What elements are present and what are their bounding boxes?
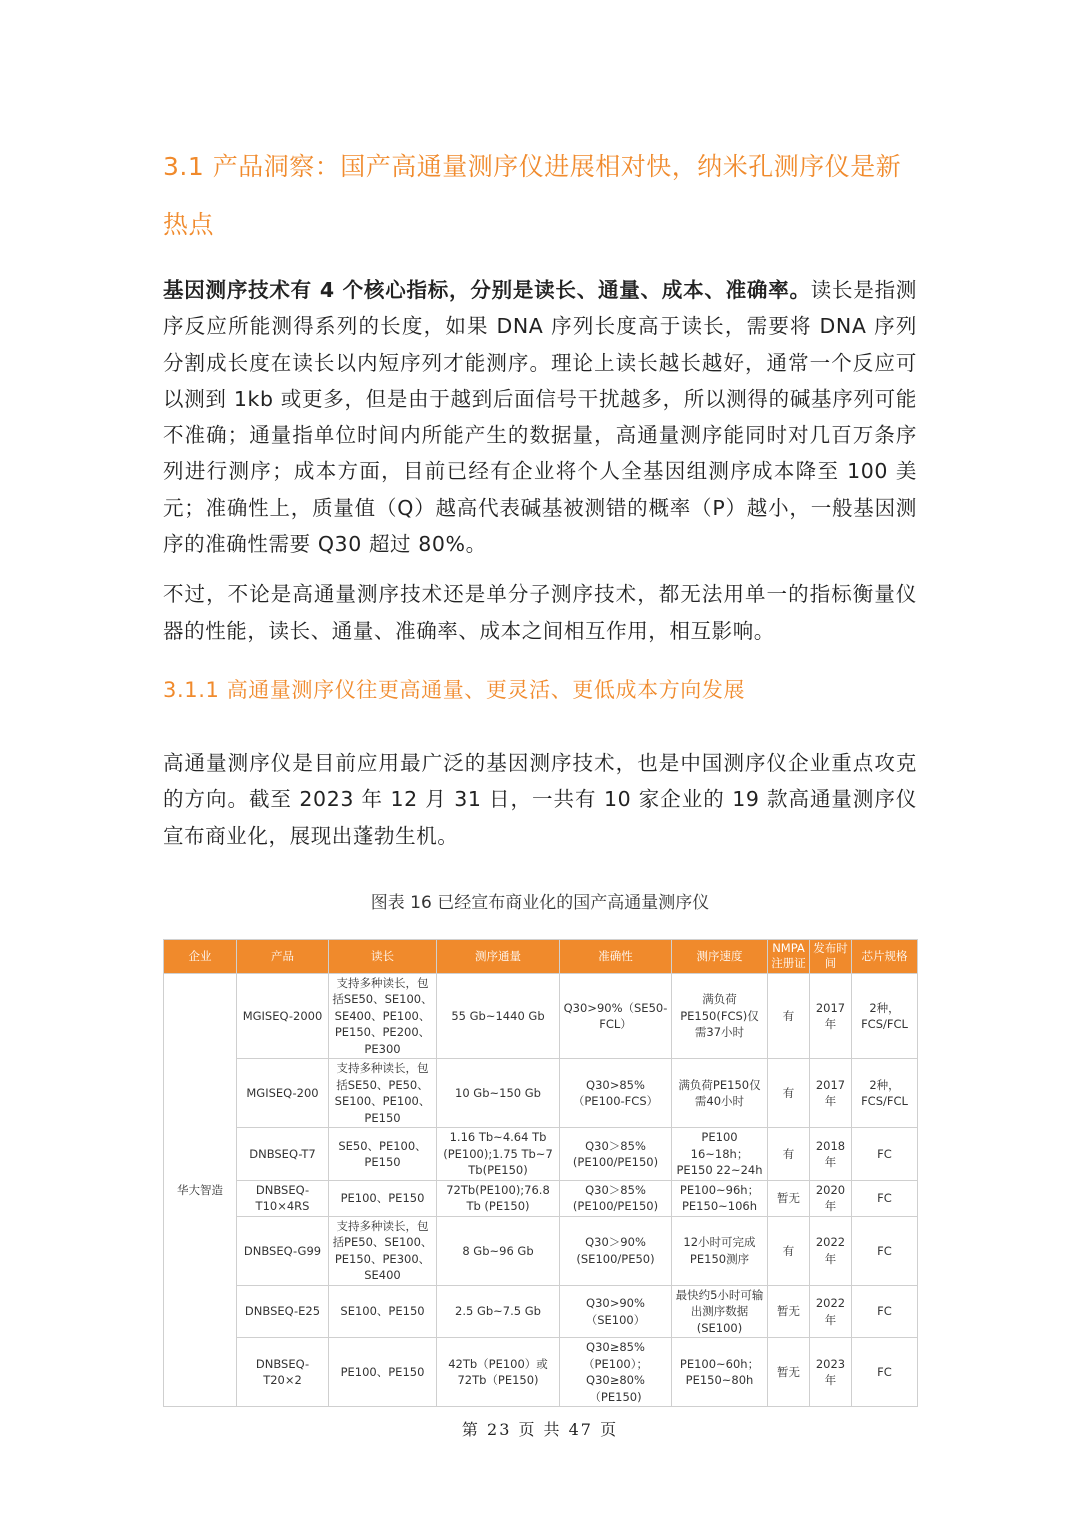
- table-cell: 2020年: [810, 1180, 852, 1216]
- table-row: [164, 1059, 918, 1128]
- table-cell: PE100~96h；PE150~106h: [672, 1180, 768, 1216]
- table-cell: 2种，FCS/FCL: [852, 973, 918, 1059]
- table-cell: 2023年: [810, 1338, 852, 1407]
- table-cell: 55 Gb~1440 Gb: [437, 973, 560, 1059]
- table-cell: 42Tb（PE100）或72Tb（PE150): [437, 1338, 560, 1407]
- table-cell: FC: [852, 1338, 918, 1407]
- header-cell: 准确性: [560, 939, 672, 973]
- table-row: [164, 1180, 918, 1216]
- table-cell: 有: [768, 1216, 810, 1285]
- table-row: [164, 1216, 918, 1285]
- table-cell: DNBSEQ-T10×4RS: [237, 1180, 329, 1216]
- table-cell: Q30＞90%(SE100/PE50): [560, 1216, 672, 1285]
- table-row: [164, 1128, 918, 1181]
- table-cell: 2种，FCS/FCL: [852, 1059, 918, 1128]
- paragraph-ngs-overview: 高通量测序仪是目前应用最广泛的基因测序技术，也是中国测序仪企业重点攻克的方向。截至 2023 年 12 月 31 日，一共有 10 家企业的 19 款高通量测序仪宣布商业化，展现出蓬勃生机。: [163, 750, 917, 848]
- table-cell: 满负荷PE150(FCS)仅需37小时: [672, 973, 768, 1059]
- table-cell: DNBSEQ-G99: [237, 1216, 329, 1285]
- table-cell: 满负荷PE150仅需40小时: [672, 1059, 768, 1128]
- table-cell: FC: [852, 1180, 918, 1216]
- table-cell: 2.5 Gb~7.5 Gb: [437, 1285, 560, 1338]
- table-cell: 有: [768, 973, 810, 1059]
- table-cell: 2017年: [810, 973, 852, 1059]
- table-cell: 12小时可完成PE150测序: [672, 1216, 768, 1285]
- company-cell: 华大智造: [164, 973, 237, 1407]
- table-cell: 有: [768, 1128, 810, 1181]
- paragraph-core-metrics: [163, 272, 917, 562]
- subsection-title: 3.1.1 高通量测序仪往更高通量、更灵活、更低成本方向发展: [163, 677, 746, 702]
- table-cell: Q30＞85%(PE100/PE150): [560, 1128, 672, 1181]
- table-cell: FC: [852, 1285, 918, 1338]
- table-cell: 2017年: [810, 1059, 852, 1128]
- header-cell: 测序通量: [437, 939, 560, 973]
- table-cell: 最快约5小时可输出测序数据(SE100): [672, 1285, 768, 1338]
- paragraph-lead-bold: 基因测序技术有 4 个核心指标，分别是读长、通量、成本、准确率。: [163, 278, 811, 302]
- table-row: [164, 1338, 918, 1407]
- table-cell: 暂无: [768, 1285, 810, 1338]
- table-cell: 2022年: [810, 1216, 852, 1285]
- page-content: [163, 138, 917, 1407]
- table-cell: 2022年: [810, 1285, 852, 1338]
- table-cell: Q30>85%（PE100-FCS）: [560, 1059, 672, 1128]
- table-cell: 支持多种读长，包括PE50、SE100、PE150、PE300、SE400: [329, 1216, 437, 1285]
- table-cell: PE100 16~18h；PE150 22~24h: [672, 1128, 768, 1181]
- table-cell: 8 Gb~96 Gb: [437, 1216, 560, 1285]
- table-cell: 支持多种读长，包括SE50、SE100、SE400、PE100、PE150、PE200、PE300: [329, 973, 437, 1059]
- table-row: [164, 973, 918, 1059]
- table-cell: FC: [852, 1216, 918, 1285]
- header-cell: 芯片规格: [852, 939, 918, 973]
- paragraph-body: 读长是指测序反应所能测得系列的长度，如果 DNA 序列长度高于读长，需要将 DNA 序列分割成长度在读长以内短序列才能测序。理论上读长越长越好，通常一个反应可以测到 1kb 或更多，但是由于越到后面信号干扰越多，所以测得的碱基序列可能不准确；通量指单位时间内所能产生的数据量，高通量测序能同时对几百万条序列进行测序；成本方面，目前已经有企业将个人全基因组测序成本降至 100 美元；准确性上，质量值（Q）越高代表碱基被测错的概率（P）越小，一般基因测序的准确性需要 Q30 超过 80%。: [163, 278, 917, 557]
- table-cell: 2018年: [810, 1128, 852, 1181]
- table-cell: 有: [768, 1059, 810, 1128]
- header-cell: 产品: [237, 939, 329, 973]
- table-cell: PE100、PE150: [329, 1180, 437, 1216]
- table-caption: 图表 16 已经宣布商业化的国产高通量测序仪: [370, 892, 710, 913]
- table-row: [164, 1285, 918, 1338]
- sequencer-table: [163, 939, 918, 1408]
- table-cell: Q30＞85%(PE100/PE150): [560, 1180, 672, 1216]
- table-cell: 暂无: [768, 1338, 810, 1407]
- table-cell: DNBSEQ-T20×2: [237, 1338, 329, 1407]
- header-cell: 企业: [164, 939, 237, 973]
- table-cell: DNBSEQ-E25: [237, 1285, 329, 1338]
- table-cell: 支持多种读长，包括SE50、PE50、SE100、PE100、PE150: [329, 1059, 437, 1128]
- header-cell: 读长: [329, 939, 437, 973]
- table-cell: MGISEQ-200: [237, 1059, 329, 1128]
- page-footer: 第 23 页 共 47 页: [461, 1420, 619, 1439]
- table-cell: SE100、PE150: [329, 1285, 437, 1338]
- header-cell: 测序速度: [672, 939, 768, 973]
- section-title: 3.1 产品洞察：国产高通量测序仪进展相对快，纳米孔测序仪是新热点: [163, 152, 902, 239]
- table-cell: PE100~60h；PE150~80h: [672, 1338, 768, 1407]
- table-cell: 72Tb(PE100);76.8 Tb (PE150): [437, 1180, 560, 1216]
- table-cell: 10 Gb~150 Gb: [437, 1059, 560, 1128]
- header-cell: NMPA注册证: [768, 939, 810, 973]
- table-cell: MGISEQ-2000: [237, 973, 329, 1059]
- table-cell: 1.16 Tb~4.64 Tb (PE100);1.75 Tb~7 Tb(PE150): [437, 1128, 560, 1181]
- table-cell: SE50、PE100、PE150: [329, 1128, 437, 1181]
- table-cell: FC: [852, 1128, 918, 1181]
- table-header-row: [164, 939, 918, 973]
- table-cell: DNBSEQ-T7: [237, 1128, 329, 1181]
- table-cell: 暂无: [768, 1180, 810, 1216]
- table-cell: Q30>90%（SE50-FCL）: [560, 973, 672, 1059]
- header-cell: 发布时间: [810, 939, 852, 973]
- table-cell: Q30>90%（SE100）: [560, 1285, 672, 1338]
- table-cell: PE100、PE150: [329, 1338, 437, 1407]
- table-cell: Q30≥85%（PE100）；Q30≥80%（PE150): [560, 1338, 672, 1407]
- paragraph-performance: 不过，不论是高通量测序技术还是单分子测序技术，都无法用单一的指标衡量仪器的性能，读长、通量、准确率、成本之间相互作用，相互影响。: [163, 582, 917, 643]
